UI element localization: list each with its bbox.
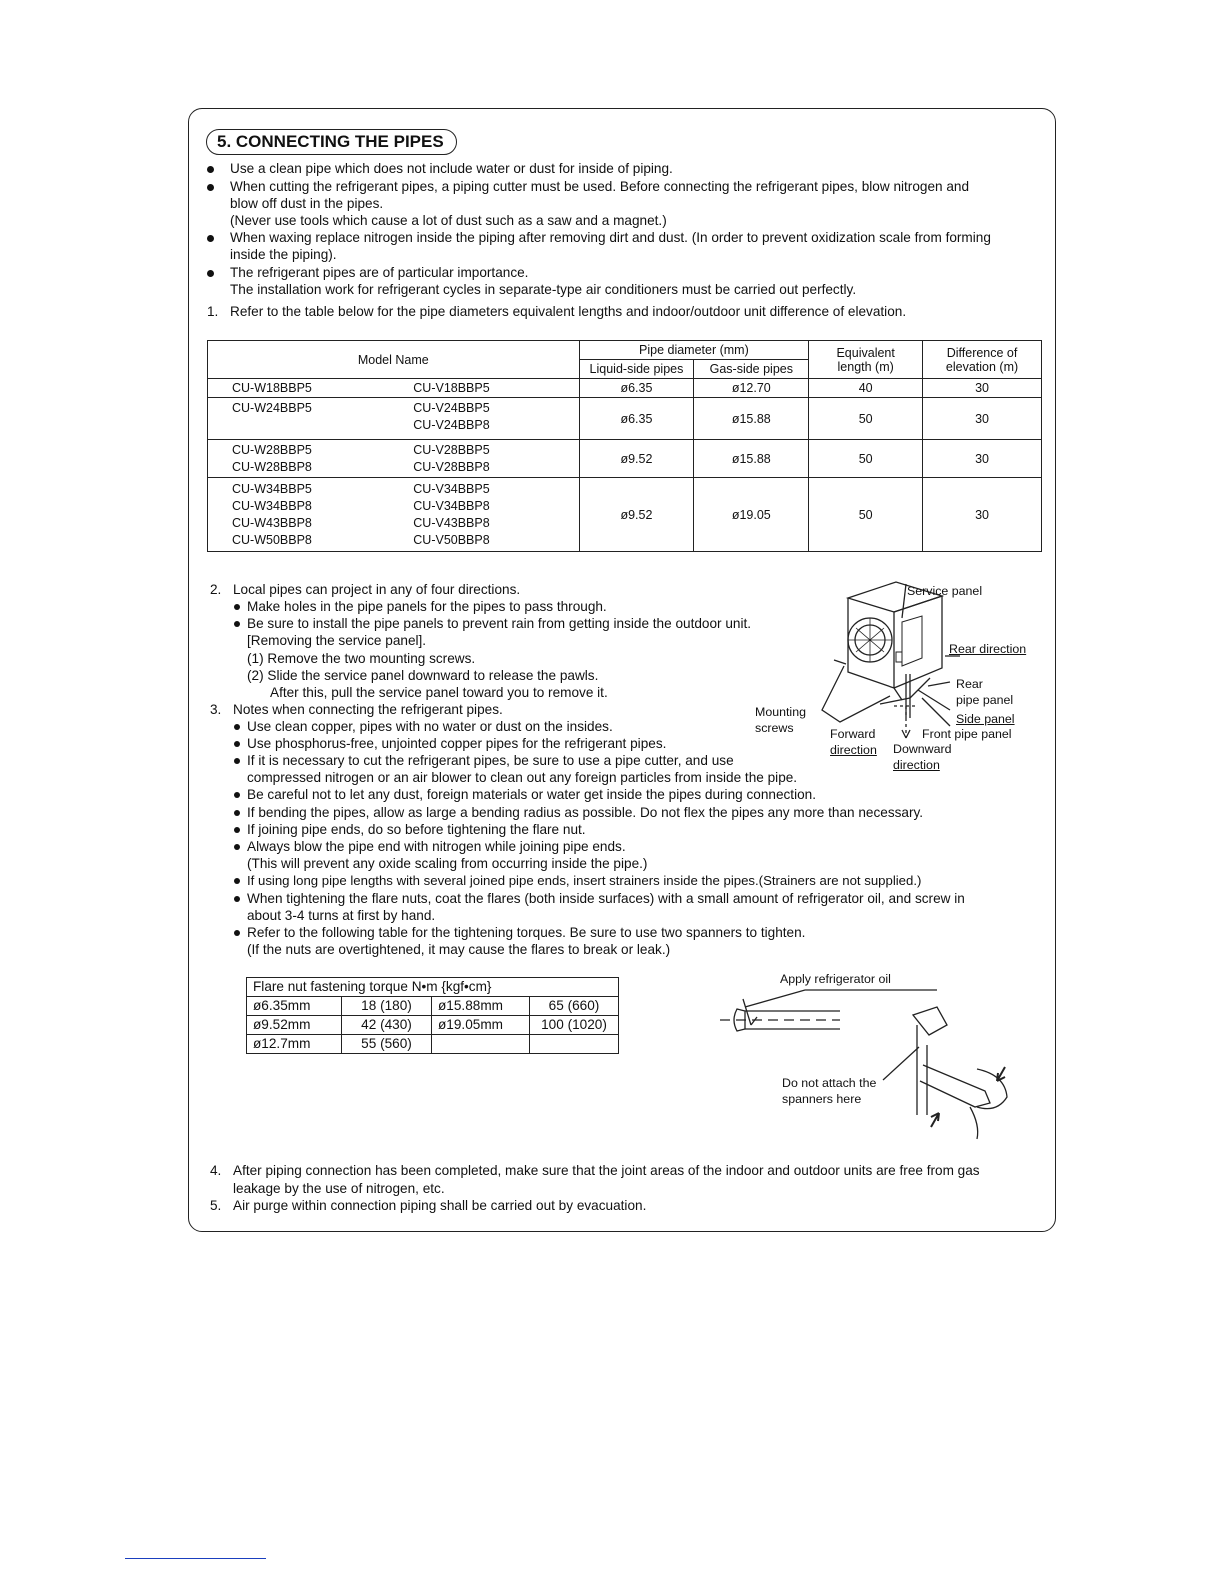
unit-side-face — [894, 596, 942, 688]
header-equivalent-2: length (m) — [837, 359, 894, 374]
torque-cell — [432, 1035, 530, 1054]
table-row — [247, 1035, 619, 1054]
step-3-bullet-j2: (If the nuts are overtightened, it may cause the flares to break or leak.) — [247, 942, 671, 957]
model-cell: CU-V43BBP8 — [413, 515, 490, 530]
step-3-bullet-c2: compressed nitrogen or an air blower to clean out any foreign particles from inside the pipe. — [247, 770, 798, 785]
step-2-number: 2. — [210, 582, 222, 597]
oil-leader — [745, 990, 937, 1007]
model-cell: CU-W24BBP5 — [232, 401, 312, 415]
spanner-icon — [920, 1065, 990, 1107]
step-3-bullet-i2: about 3-4 turns at first by hand. — [247, 908, 436, 923]
label-front-pipe-panel: Front pipe panel — [922, 727, 1012, 741]
step-4-text-1: After piping connection has been completed, make sure that the joint areas of the indoor and outdoor units are free from gas — [233, 1163, 980, 1178]
model-cell: CU-V34BBP5 — [413, 481, 490, 496]
label-downward-2: direction — [893, 758, 940, 772]
bullet — [234, 827, 240, 833]
step-3-bullet-g2: (This will prevent any oxide scaling from occurring inside the pipe.) — [247, 856, 648, 871]
torque-cell: ø6.35mm — [247, 997, 342, 1016]
arrow-down-icon — [997, 1067, 1005, 1081]
step-2-sub-2: (2) Slide the service panel downward to release the pawls. — [247, 668, 599, 683]
header-equivalent-1: Equivalent — [836, 345, 895, 360]
model-cell: CU-W34BBP8 — [232, 498, 312, 513]
screw-icon — [834, 660, 846, 664]
label-forward-2: direction — [830, 743, 877, 757]
gas-cell: ø19.05 — [694, 478, 809, 552]
bullet — [234, 878, 240, 884]
torque-cell: 18 (180) — [342, 997, 432, 1016]
elevation-cell: 30 — [923, 379, 1042, 398]
step-3-bullet-j1: Refer to the following table for the tightening torques. Be sure to use two spanners to tighten. — [247, 925, 806, 940]
table-row — [208, 440, 1042, 478]
bullet — [234, 896, 240, 902]
step-3-bullet-d: Be careful not to let any dust, foreign materials or water get inside the pipes during connection. — [247, 787, 816, 802]
step-3-bullet-b: Use phosphorus-free, unjointed copper pipes for the refrigerant pipes. — [247, 736, 667, 751]
label-side-panel: Side panel — [956, 712, 1015, 726]
step-3-bullet-c1: If it is necessary to cut the refrigerant pipes, be sure to use a pipe cutter, and use — [247, 753, 734, 768]
step-2-bullet-a: Make holes in the pipe panels for the pipes to pass through. — [247, 599, 607, 614]
step-3-bullet-g1: Always blow the pipe end with nitrogen while joining pipe ends. — [247, 839, 626, 854]
step-2-sub-3: After this, pull the service panel toward you to remove it. — [270, 685, 608, 700]
step-4-number: 4. — [210, 1163, 222, 1178]
length-cell: 40 — [809, 379, 923, 398]
do-not-attach-leader — [883, 1047, 919, 1080]
step-3-number: 3. — [210, 702, 222, 717]
label-forward-1: Forward — [830, 727, 876, 741]
label-rear-pipe-panel-1: Rear — [956, 677, 983, 691]
valve-body — [913, 1007, 947, 1035]
pipe-vertical — [917, 1025, 927, 1115]
torque-cell: ø9.52mm — [247, 1016, 342, 1035]
liquid-cell: ø6.35 — [579, 398, 694, 440]
torque-cell: ø15.88mm — [432, 997, 530, 1016]
bullet — [207, 270, 214, 277]
forward-leader — [880, 678, 930, 704]
header-elevation-2: elevation (m) — [945, 359, 1019, 374]
model-cell: CU-W28BBP5 — [232, 442, 312, 457]
table-row — [208, 379, 1042, 398]
step-5-number: 5. — [210, 1198, 222, 1213]
label-do-not-attach-2: spanners here — [782, 1092, 862, 1106]
intro-bullet-3a: When waxing replace nitrogen inside the piping after removing dirt and dust. (In order to prevent oxidization scale from forming — [230, 230, 991, 245]
model-cell: CU-V28BBP8 — [413, 459, 490, 474]
pipe-diameter-table — [207, 340, 1042, 552]
model-cell: CU-W50BBP8 — [232, 532, 312, 547]
intro-bullet-2c: (Never use tools which cause a lot of dust such as a saw and a magnet.) — [230, 213, 667, 228]
front-pipe-leader — [922, 698, 950, 726]
label-rear-direction: Rear direction — [949, 642, 1027, 656]
footnote-rule — [125, 1558, 266, 1559]
bullet — [207, 235, 214, 242]
intro-bullet-2b: blow off dust in the pipes. — [230, 196, 384, 211]
model-cell: CU-V34BBP8 — [413, 498, 490, 513]
bullet — [234, 741, 240, 747]
header-pipe-diameter: Pipe diameter (mm) — [579, 341, 809, 360]
hand-icon — [977, 1069, 1007, 1109]
bullet — [234, 792, 240, 798]
model-cell: CU-W28BBP8 — [232, 459, 312, 474]
step-3-bullet-h: If using long pipe lengths with several joined pipe ends, insert strainers inside the pipes.(Strainers are not supplied.) — [247, 873, 922, 888]
step-4-text-2: leakage by the use of nitrogen, etc. — [233, 1181, 445, 1196]
length-cell: 50 — [809, 440, 923, 478]
intro-bullet-4b: The installation work for refrigerant cycles in separate-type air conditioners must be carried out perfectly. — [230, 282, 857, 297]
pipe-stubs — [894, 674, 910, 718]
model-cell: CU-V24BBP8 — [413, 418, 490, 432]
bullet — [234, 604, 240, 610]
table-row — [247, 997, 619, 1016]
step-5-text: Air purge within connection piping shall be carried out by evacuation. — [233, 1198, 647, 1213]
label-downward-1: Downward — [893, 742, 952, 756]
label-rear-pipe-panel-2: pipe panel — [956, 693, 1014, 707]
header-elevation — [923, 341, 1042, 379]
step-3-bullet-f: If joining pipe ends, do so before tightening the flare nut. — [247, 822, 586, 837]
length-cell: 50 — [809, 398, 923, 440]
model-cell: CU-W18BBP5 — [232, 380, 312, 395]
gas-cell: ø12.70 — [694, 379, 809, 398]
torque-cell: 42 (430) — [342, 1016, 432, 1035]
label-apply-oil: Apply refrigerator oil — [780, 972, 891, 986]
bullet — [234, 844, 240, 850]
bullet — [207, 184, 214, 191]
liquid-cell: ø9.52 — [579, 440, 694, 478]
bullet — [234, 758, 240, 764]
torque-cell: ø12.7mm — [247, 1035, 342, 1054]
table-row — [208, 398, 1042, 440]
model-cell: CU-V18BBP5 — [413, 380, 490, 395]
gas-cell: ø15.88 — [694, 440, 809, 478]
service-panel-shape — [902, 616, 922, 666]
step-3-text: Notes when connecting the refrigerant pipes. — [233, 702, 503, 717]
step-1-number: 1. — [207, 304, 219, 319]
liquid-cell: ø9.52 — [579, 478, 694, 552]
intro-bullet-1: Use a clean pipe which does not include water or dust for inside of piping. — [230, 161, 673, 176]
torque-cell — [530, 1035, 619, 1054]
label-do-not-attach-1: Do not attach the — [782, 1076, 877, 1090]
intro-bullet-4a: The refrigerant pipes are of particular importance. — [230, 265, 529, 280]
hand-wrist — [970, 1107, 978, 1139]
model-cell: CU-V28BBP5 — [413, 442, 490, 457]
step-3-bullet-e: If bending the pipes, allow as large a bending radius as possible. Do not flex the pipes any more than necessary. — [247, 805, 924, 820]
torque-cell: 65 (660) — [530, 997, 619, 1016]
header-model-name: Model Name — [208, 341, 580, 379]
rear-side-leaders — [918, 682, 950, 710]
service-panel-leader — [902, 584, 906, 618]
table-row — [208, 478, 1042, 552]
bullet — [234, 810, 240, 816]
step-3-bullet-a: Use clean copper, pipes with no water or dust on the insides. — [247, 719, 613, 734]
step-1-text: Refer to the table below for the pipe diameters equivalent lengths and indoor/outdoor unit difference of elevation. — [230, 304, 907, 319]
torque-header: Flare nut fastening torque N•m {kgf•cm} — [247, 978, 619, 997]
model-cell: CU-V50BBP8 — [413, 532, 490, 547]
header-elevation-1: Difference of — [946, 345, 1018, 360]
flare-spanner-diagram — [715, 985, 1035, 1145]
step-2-bullet-b: Be sure to install the pipe panels to prevent rain from getting inside the outdoor unit. — [247, 616, 752, 631]
model-cell: CU-W34BBP5 — [232, 481, 312, 496]
model-cell: CU-V24BBP5 — [413, 401, 490, 415]
elevation-cell: 30 — [923, 440, 1042, 478]
arrow-up-icon — [931, 1113, 939, 1127]
step-2-text: Local pipes can project in any of four directions. — [233, 582, 521, 597]
model-cell: CU-W43BBP8 — [232, 515, 312, 530]
bullet — [234, 621, 240, 627]
bullet — [234, 724, 240, 730]
liquid-cell: ø6.35 — [579, 379, 694, 398]
unit-valve — [896, 652, 902, 662]
label-service-panel: Service panel — [907, 584, 983, 598]
header-equivalent-length — [809, 341, 923, 379]
header-liquid-side: Liquid-side pipes — [579, 360, 694, 379]
step-2-sub-1: (1) Remove the two mounting screws. — [247, 651, 476, 666]
step-2-removing: [Removing the service panel]. — [247, 633, 427, 648]
length-cell: 50 — [809, 478, 923, 552]
section-title: 5. CONNECTING THE PIPES — [206, 129, 457, 155]
elevation-cell: 30 — [923, 398, 1042, 440]
elevation-cell: 30 — [923, 478, 1042, 552]
torque-cell: 55 (560) — [342, 1035, 432, 1054]
gas-cell: ø15.88 — [694, 398, 809, 440]
intro-bullet-3b: inside the piping). — [230, 247, 337, 262]
label-mounting-screws-1: Mounting — [755, 705, 806, 719]
torque-cell: 100 (1020) — [530, 1016, 619, 1035]
label-mounting-screws-2: screws — [755, 721, 794, 735]
bullet — [207, 166, 214, 173]
torque-cell: ø19.05mm — [432, 1016, 530, 1035]
table-row — [247, 1016, 619, 1035]
step-3-bullet-i1: When tightening the flare nuts, coat the flares (both inside surfaces) with a small amount of refrigerator oil, and screw in — [247, 891, 965, 906]
flare-torque-table — [246, 977, 619, 1054]
intro-bullet-2a: When cutting the refrigerant pipes, a piping cutter must be used. Before connecting the refrigerant pipes, blow nitrogen and — [230, 179, 970, 194]
bullet — [234, 930, 240, 936]
header-gas-side: Gas-side pipes — [694, 360, 809, 379]
